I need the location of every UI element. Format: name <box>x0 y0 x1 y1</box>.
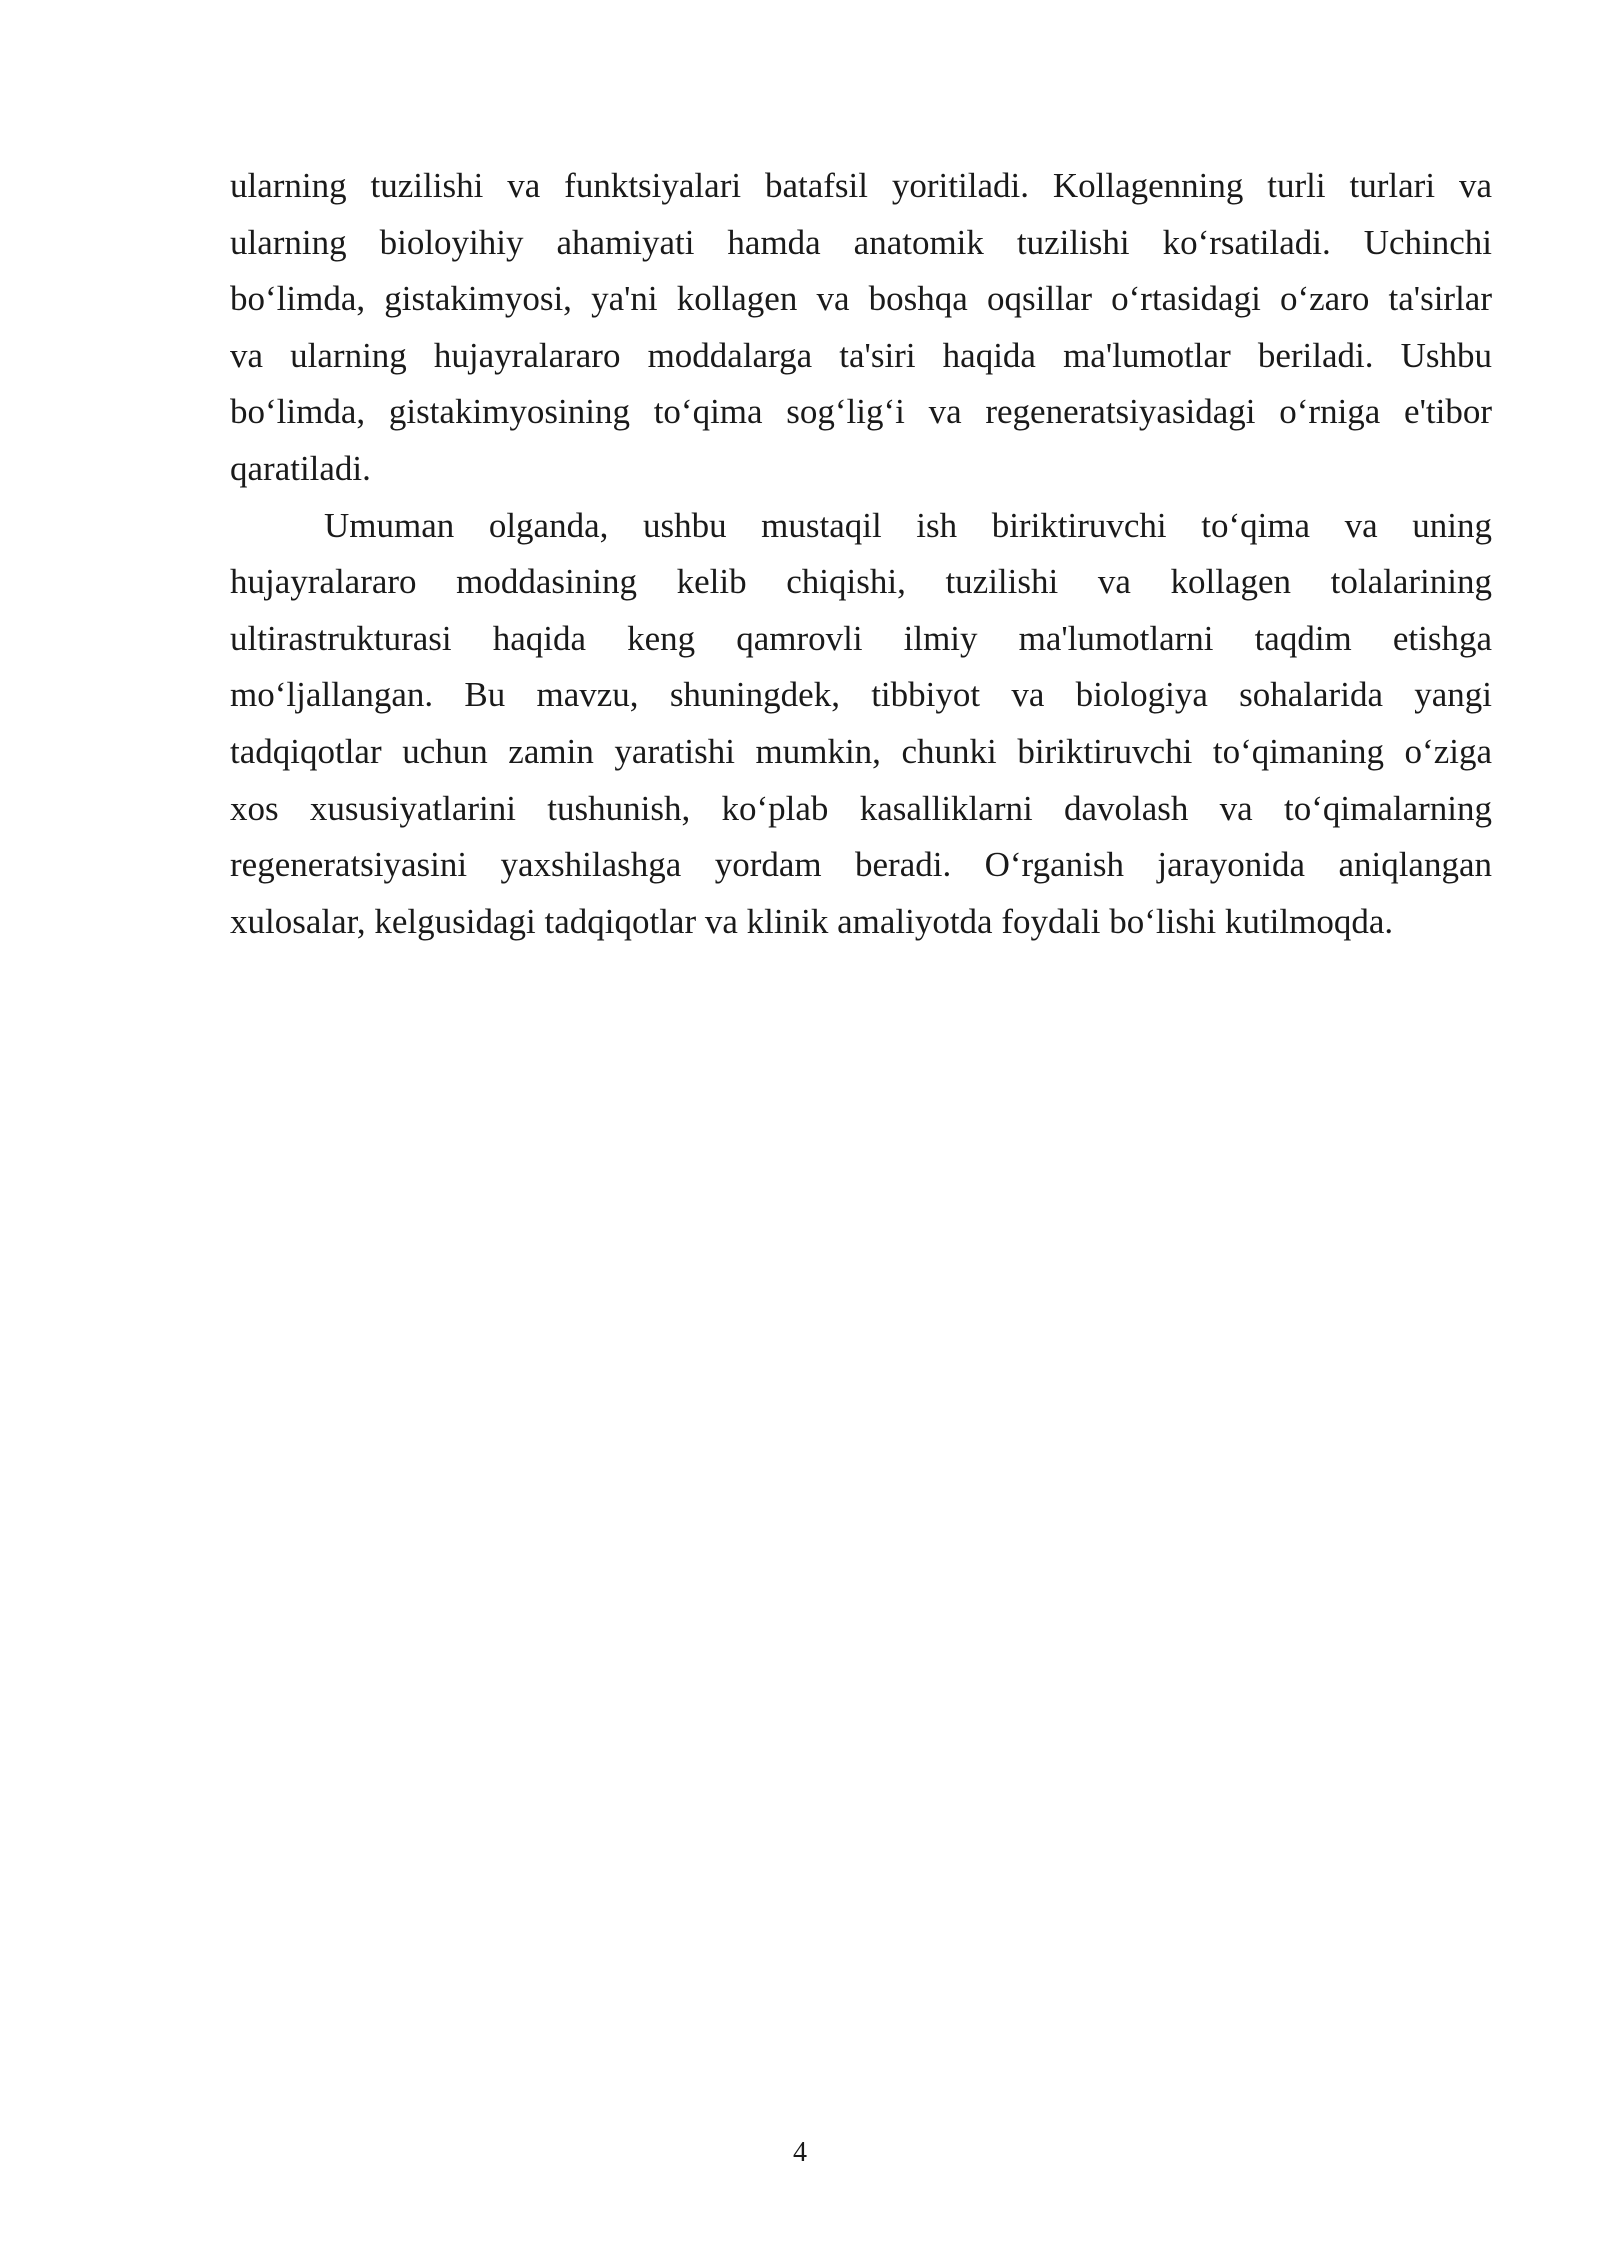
text-line: ultirastrukturasi haqida keng qamrovli ilmiy ma'lumotlarni taqdim etishga <box>230 618 1492 658</box>
text-line: tadqiqotlar uchun zamin yaratishi mumkin, chunki biriktiruvchi to‘qimaning o‘ziga <box>230 731 1492 771</box>
text-line: ularning tuzilishi va funktsiyalari batafsil yoritiladi. Kollagenning turli turlari va <box>230 166 1492 205</box>
text-line: va ularning hujayralararo moddalarga ta'siri haqida ma'lumotlar beriladi. Ushbu <box>230 335 1492 375</box>
text-line: regeneratsiyasini yaxshilashga yordam beradi. O‘rganish jarayonida aniqlangan <box>230 845 1492 885</box>
paragraph-2 <box>230 498 1492 951</box>
text-line: bo‘limda, gistakimyosi, ya'ni kollagen va boshqa oqsillar o‘rtasidagi o‘zaro ta'sirlar <box>230 279 1492 319</box>
text-line: mo‘ljallangan. Bu mavzu, shuningdek, tibbiyot va biologiya sohalarida yangi <box>230 675 1492 715</box>
text-line: bo‘limda, gistakimyosining to‘qima sog‘lig‘i va regeneratsiyasidagi o‘rniga e'tibor <box>230 392 1492 432</box>
text-line: hujayralararo moddasining kelib chiqishi, tuzilishi va kollagen tolalarining <box>230 562 1492 602</box>
text-line: xos xususiyatlarini tushunish, ko‘plab kasalliklarni davolash va to‘qimalarning <box>230 788 1492 828</box>
text-line: Umuman olganda, ushbu mustaqil ish biriktiruvchi to‘qima va uning <box>324 505 1492 545</box>
page-number: 4 <box>793 2137 807 2168</box>
text-line: xulosalar, kelgusidagi tadqiqotlar va klinik amaliyotda foydali bo‘lishi kutilmoqda. <box>230 901 1394 941</box>
text-line: qaratiladi. <box>230 448 371 488</box>
text-line: ularning bioloyihiy ahamiyati hamda anatomik tuzilishi ko‘rsatiladi. Uchinchi <box>230 222 1492 262</box>
body-text <box>230 158 1492 950</box>
paragraph-1 <box>230 158 1492 498</box>
